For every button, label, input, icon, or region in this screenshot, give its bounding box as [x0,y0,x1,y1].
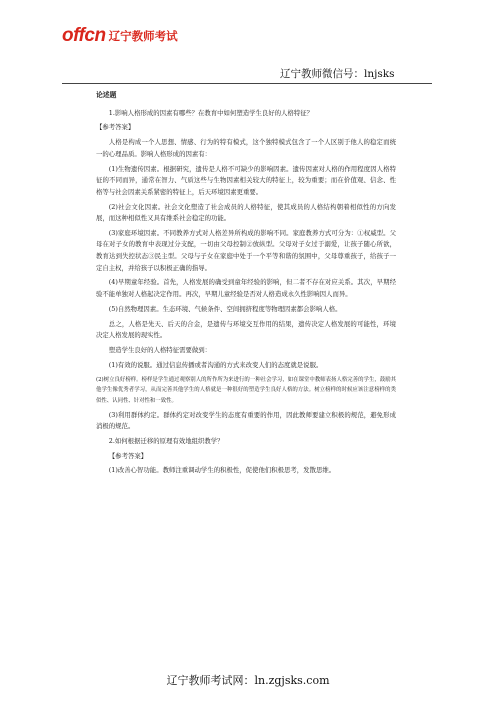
paragraph-6: (5)自然物理因素。生态环境、气候条件、空间拥挤程度等物理因素都会影响人格。 [108,304,342,313]
reference-answer-label-2: 【参考答案】 [108,451,148,460]
paragraph-10: (2)树立良好榜样。榜样是学生通过观察别人的所作所为来进行的一种社会学习，如在课堂中教师表扬人格完善的学生，鼓励其他学生像优秀者学习，从而完善其他学生的人格就是一种很好的塑造学生良好人格的方法。树立榜样的时候应该注意榜样的类似性、认同性、针对性和一致性。 [96,376,396,404]
brand-logo [62,25,178,47]
paragraph-7: 总之，人格是先天、后天的合金，是遗传与环境交互作用的结果，遗传决定人格发展的可能性，环境决定人格发展的现实性。 [96,319,396,340]
paragraph-11: (3)利用群体约定。群体约定对改变学生的态度有重要的作用，因此教师要建立积极的规范，避免形成消极的规范。 [96,410,396,431]
section-title: 论述题 [96,91,117,99]
paragraph-4: (3)家庭环境因素。不同教养方式对人格差异所构成的影响不同。家庭教养方式可分为：①权威型。父母在对子女的教育中表现过分支配，一切由父母控制②放纵型。父母对子女过于溺爱，让孩子随心所欲，教育达到失控状态③民主型。父母与子女在家庭中处于一个平等和谐的氛围中，父母尊重孩子，给孩子一定自主权，并给孩子以积极正确的指导。 [96,228,396,272]
question-2: 2.如何根据迁移的原理有效地组织教学？ [108,436,224,445]
paragraph-1: 人格是构成一个人思想、情感、行为的特有模式，这个独特模式包含了一个人区别于他人的稳定而统一的心理品质。影响人格形成的因素有： [96,138,396,158]
logo-mark: offcn [62,25,106,46]
paragraph-2: (1)生物遗传因素。根据研究，遗传是人格不可缺少的影响因素。遗传因素对人格的作用程度因人格特征的不同而异，通常在智力、气质这些与生物因素相关较大的特征上，较为重要；而在价值观、信念、性格等与社会因素关系紧密的特征上，后天环境因素更重要。 [96,164,396,196]
header-divider [62,83,432,84]
paragraph-12: (1)改善心智功能。教师注重调动学生的积极性，促使他们积极思考，发散思维。 [108,466,336,475]
paragraph-8: 塑造学生良好的人格特征需要做到： [108,345,212,354]
paragraph-9: (1)有效的说服。通过信息传播或者沟通的方式来改变人们的态度就是说服。 [108,360,323,369]
logo-text: 辽宁教师考试 [108,29,178,43]
reference-answer-label-1: 【参考答案】 [96,123,135,132]
question-1: 1.影响人格形成的因素有哪些？在教育中如何塑造学生良好的人格特征？ [108,108,314,117]
wechat-id: 辽宁教师微信号：lnjsks [280,68,395,80]
footer-website: 辽宁教师考试网：ln.zgjsks.com [166,674,330,687]
paragraph-3: (2)社会文化因素。社会文化塑造了社会成员的人格特征，使其成员的人格结构朝着相似性的方向发展，而这种相似性又具有维系社会稳定的功能。 [96,202,396,223]
document-body [96,90,396,480]
paragraph-5: (4)早期童年经验。首先，人格发展的确受到童年经验的影响，但二者不存在对应关系。其次，早期经验不能单独对人格起决定作用。再次，早期儿童经验是否对人格造成永久性影响因人而异。 [96,278,396,299]
